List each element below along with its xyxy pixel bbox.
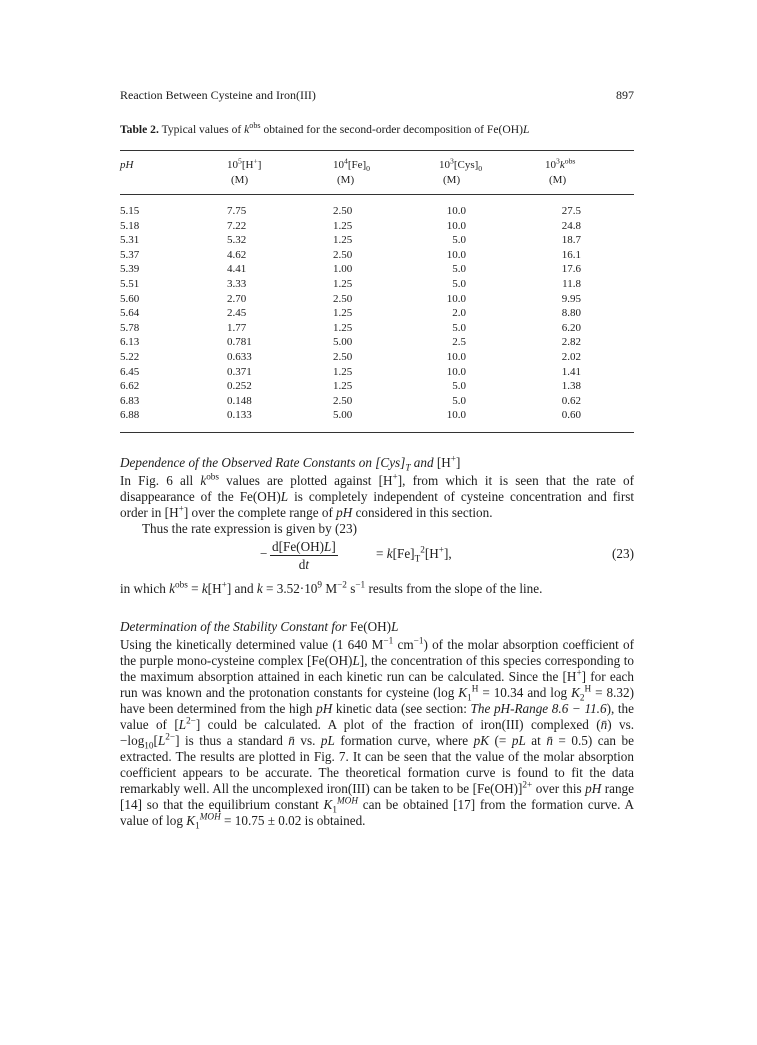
table-row [120,277,634,292]
cell-cys: 2.0 [452,307,466,320]
cell-fe: 1.25 [333,321,353,334]
table-row [120,335,634,350]
cell-ph: 5.60 [120,292,140,305]
cell-h: 1.77 [227,321,247,334]
cell-fe: 1.25 [333,234,353,247]
col-header-cys: $10^3[Cys]_0$ (M) [439,156,483,186]
cell-fe: 1.25 [333,307,353,320]
cell-kobs: 18.7 [561,234,581,247]
cell-kobs: 6.20 [561,321,581,334]
cell-h: 0.371 [227,365,252,378]
cell-fe: 1.25 [333,219,353,232]
col-header-ph: pH [120,159,134,171]
cell-cys: 10.0 [446,292,466,305]
paragraph-rate-expression: Thus the rate expression is given by (23) [142,520,357,536]
table-row [120,233,634,248]
col-header-h: $10^5[H^+]$ (M) [227,156,262,186]
cell-cys: 5.0 [452,263,466,276]
section-rate-dependence [120,455,634,597]
cell-fe: 5.00 [333,336,353,349]
table-caption: Table 2. Typical values of $k^{obs}$ obtained for the second-order decomposition of Fe(OH)L [120,121,530,136]
cell-ph: 6.45 [120,365,140,378]
section-title-stability-constant: Determination of the Stability Constant for Fe(OH)L [120,618,399,634]
cell-h: 0.252 [227,380,252,393]
cell-ph: 5.37 [120,248,140,261]
cell-cys: 10.0 [446,248,466,261]
table-row [120,248,634,263]
section-stability-constant [120,619,634,829]
cell-cys: 5.0 [452,321,466,334]
data-table [120,204,634,423]
table-row [120,292,634,307]
cell-h: 4.41 [227,263,247,276]
cell-h: 2.70 [227,292,247,305]
cell-kobs: 11.8 [562,277,581,290]
running-head [120,88,634,108]
table-header [120,158,634,188]
table-row [120,204,634,219]
cell-kobs: 0.60 [561,409,581,422]
cell-ph: 6.83 [120,394,140,407]
table-row [120,219,634,234]
cell-fe: 2.50 [333,292,353,305]
cell-fe: 1.25 [333,365,353,378]
cell-cys: 5.0 [452,394,466,407]
cell-fe: 1.25 [333,380,353,393]
cell-kobs: 27.5 [561,205,581,217]
cell-cys: 10.0 [446,219,466,232]
cell-ph: 6.13 [120,336,140,349]
cell-ph: 5.51 [120,277,140,290]
cell-fe: 2.50 [333,205,353,217]
col-header-fe: $10^4[Fe]_0$ (M) [333,156,371,186]
cell-ph: 6.88 [120,409,140,422]
cell-fe: 1.00 [333,263,353,276]
cell-kobs: 2.02 [561,350,581,363]
cell-cys: 2.5 [452,336,466,349]
cell-ph: 5.64 [120,307,140,320]
cell-cys: 5.0 [452,380,466,393]
cell-ph: 5.78 [120,321,140,334]
equation-rhs: = $k[Fe]_T^2[H^+]$, [376,544,452,564]
cell-ph: 5.22 [120,350,140,363]
paragraph-fig6: In Fig. 6 all $k^{obs}$ values are plotted against [H+], from which it is seen that the rate of disappearance of the Fe(OH)L is completely independent of cysteine concentration and first order in [H+] over the complete range of pH considered in this section. [120,471,635,520]
cell-h: 7.22 [227,219,247,232]
cell-ph: 6.62 [120,380,140,393]
running-head-title: Reaction Between Cysteine and Iron(III) [120,88,316,102]
page-number: 897 [616,88,634,102]
cell-cys: 5.0 [452,234,466,247]
table-row [120,365,634,380]
table-row [120,350,634,365]
cell-kobs: 9.95 [561,292,581,305]
cell-h: 5.32 [227,234,247,247]
cell-fe: 2.50 [333,350,353,363]
section-title-rate-dependence: Dependence of the Observed Rate Constants on $[Cys]_T$ and [H+] [120,453,461,473]
cell-h: 0.133 [227,409,252,422]
cell-ph: 5.39 [120,263,140,276]
cell-cys: 10.0 [446,350,466,363]
table-row [120,321,634,336]
cell-kobs: 24.8 [561,219,581,232]
cell-ph: 5.31 [120,234,140,247]
cell-kobs: 16.1 [561,248,581,261]
cell-cys: 10.0 [446,409,466,422]
equation-23: − $\frac{d[Fe(OH)L]}{dt}$ = $k[Fe]_T^2[H^+]$, (23) [260,538,634,572]
cell-fe: 1.25 [333,277,353,290]
cell-h: 0.781 [227,336,252,349]
cell-kobs: 2.82 [561,336,581,349]
cell-kobs: 1.41 [561,365,581,378]
cell-fe: 2.50 [333,248,353,261]
table-row [120,306,634,321]
cell-ph: 5.15 [120,205,140,217]
cell-cys: 10.0 [446,205,466,217]
cell-h: 3.33 [227,277,247,290]
cell-cys: 10.0 [446,365,466,378]
cell-kobs: 8.80 [561,307,581,320]
table-row [120,394,634,409]
table-row [120,408,634,423]
cell-kobs: 0.62 [561,394,581,407]
table-row [120,262,634,277]
cell-h: 0.148 [227,394,252,407]
cell-h: 4.62 [227,248,247,261]
col-header-kobs: $10^3k^{obs}$ (M) [545,156,576,186]
cell-h: 7.75 [227,205,247,217]
equation-number: (23) [612,545,634,561]
cell-fe: 2.50 [333,394,353,407]
table-caption-label: Table 2. [120,123,159,136]
paragraph-kobs-definition: in which $k^{obs} = k[H^+]$ and $k = 3.52\cdot 10^9$ $M^{-2}$ $s^{-1}$ results from the slope of the line. [120,579,543,596]
cell-h: 0.633 [227,350,252,363]
table-row [120,379,634,394]
cell-cys: 5.0 [452,277,466,290]
journal-page [120,88,634,829]
cell-fe: 5.00 [333,409,353,422]
paragraph-stability: Using the kinetically determined value (1 640 $M^{-1}$ $cm^{-1}$) of the molar absorption coefficient of the purple mono-cysteine complex [Fe(OH)L], the concentration of this species corresponding to the maximum absorption attained in each kinetic run can be calculated. Since the [H+] for each run was known and the protonation constants for cysteine (log $K_1^H = 10.34$ and $\log K_2^H = 8.32$) have been determined from the high pH kinetic data (see section: The pH-Range 8.6 − 11.6), the value of $[L^{2-}]$ could be calculated. A plot of the fraction of iron(III) complexed (n̄) vs. $-\log_{10}[L^{2-}]$ is thus a standard n̄ vs. pL formation curve, where pK (= pL at n̄ = 0.5) can be extracted. The results are plotted in Fig. 7. It can be seen that the value of the molar absorption coefficient appears to be accurate. The theoretical formation curve is found to fit the data remarkably well. All the uncomplexed iron(III) can be taken to be $[Fe(OH)]^{2+}$ over this pH range [14] so that the equilibrium constant $K_1^{MOH}$ can be obtained [17] from the formation curve. A value of $\log K_1^{MOH} = 10.75 \pm 0.02$ is obtained. [120,635,634,831]
cell-kobs: 1.38 [561,380,581,393]
cell-ph: 5.18 [120,219,140,232]
cell-kobs: 17.6 [561,263,581,276]
cell-h: 2.45 [227,307,247,320]
equation-fraction: $\frac{d[Fe(OH)L]}{dt}$ [272,538,336,572]
table-bottom-rule [120,432,634,433]
